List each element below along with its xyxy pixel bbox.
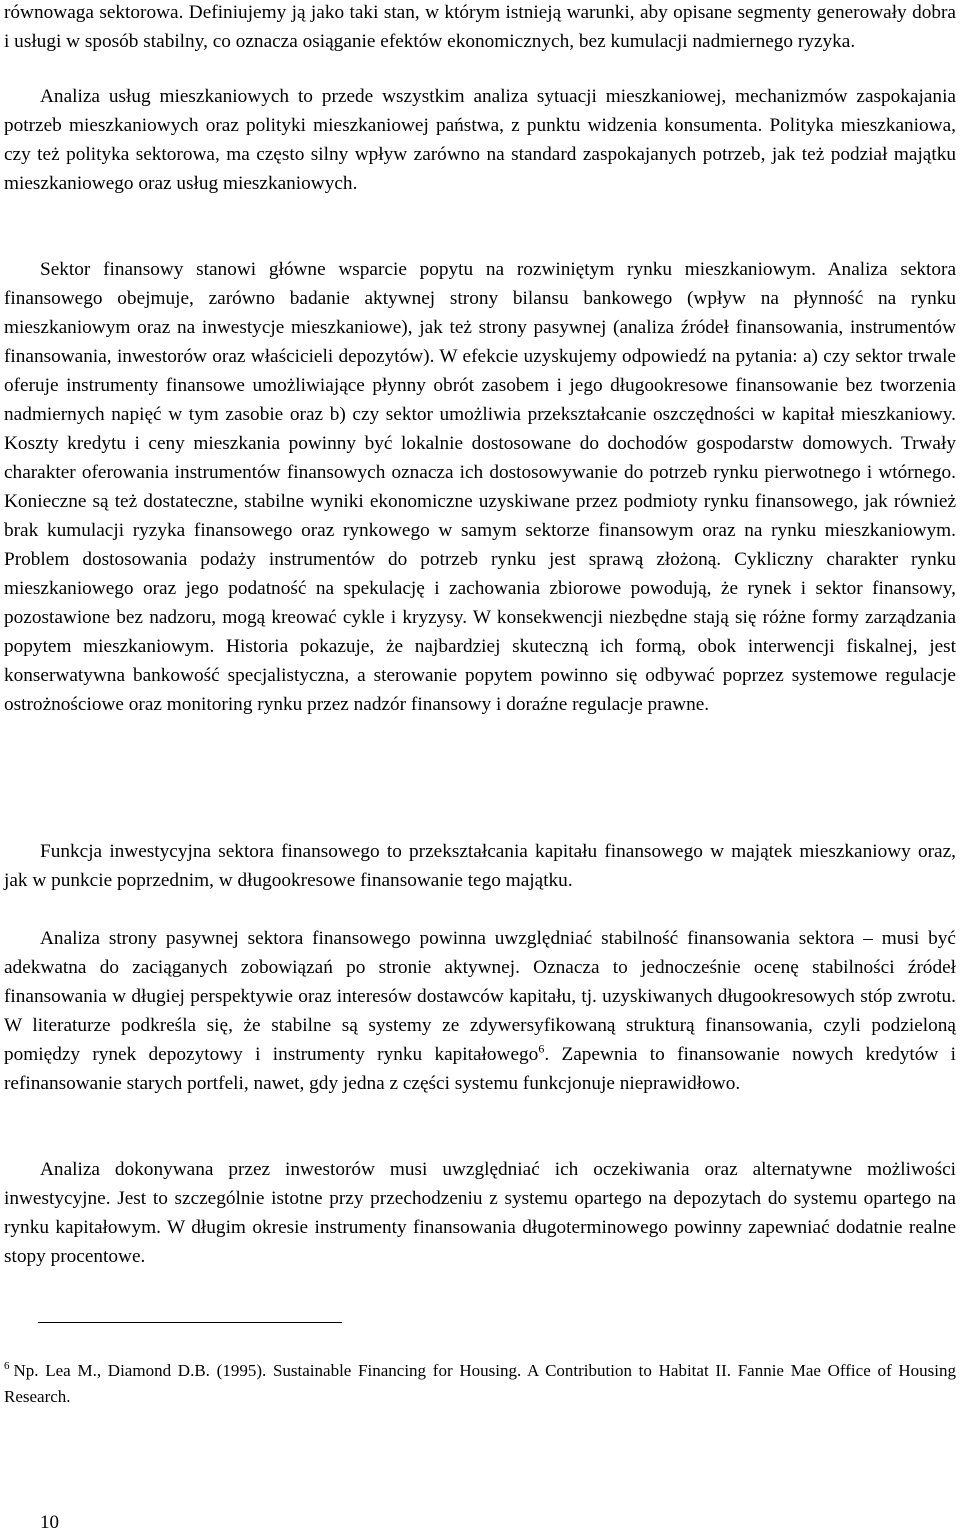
paragraph-passive-side-text-a: Analiza strony pasywnej sektora finansowego powinna uwzględniać stabilność finansowania sektora – musi być adekwatna do zaciąganych zobowiązań po stronie aktywnej. Oznacza to jednocześnie ocenę stabilności źródeł finansowania w długiej perspektywie oraz interesów dostawców kapitału, tj. uzyskiwanych długookresowych stóp zwrotu. W literaturze podkreśla się, że stabilne są systemy ze zdywersyfikowaną strukturą finansowania, czyli podzieloną pomiędzy rynek depozytowy i instrumenty rynku kapitałowego bbox=[4, 928, 956, 1065]
paragraph-investment-function: Funkcja inwestycyjna sektora finansowego to przekształcania kapitału finansowego w majątek mieszkaniowy oraz, jak w punkcie poprzednim, w długookresowe finansowanie tego majątku. bbox=[4, 841, 956, 891]
footnote-reference[interactable]: 6 bbox=[538, 1041, 545, 1056]
paragraph-passive-side-text-b: . Zapewnia to finansowanie nowych kredytów i refinansowanie starych portfeli, nawet, gdy jedna z części systemu funkcjonuje nieprawidłowo. bbox=[4, 1044, 957, 1094]
footnote bbox=[4, 1358, 956, 1410]
paragraph-housing-services: Analiza usług mieszkaniowych to przede wszystkim analiza sytuacji mieszkaniowej, mechanizmów zaspokajania potrzeb mieszkaniowych oraz polityki mieszkaniowej państwa, z punktu widzenia konsumenta. Polityka mieszkaniowa, czy też polityka sektorowa, ma często silny wpływ zarówno na standard zaspokajanych potrzeb, jak też podział majątku mieszkaniowego oraz usług mieszkaniowych. bbox=[4, 86, 956, 194]
paragraph-passive-side bbox=[4, 924, 956, 1098]
page-number: 10 bbox=[40, 1512, 59, 1533]
footnote-mark: 6 bbox=[4, 1360, 10, 1373]
footnote-text: Np. Lea M., Diamond D.B. (1995). Sustainable Financing for Housing. A Contribution to Habitat II. Fannie Mae Office of Housing Research. bbox=[4, 1361, 956, 1406]
paragraph-financial-sector: Sektor finansowy stanowi główne wsparcie popytu na rozwiniętym rynku mieszkaniowym. Analiza sektora finansowego obejmuje, zarówno badanie aktywnej strony bilansu bankowego (wpływ na płynność na rynku mieszkaniowym oraz na inwestycje mieszkaniowe), jak też strony pasywnej (analiza źródeł finansowania, instrumentów finansowania, inwestorów oraz właścicieli depozytów). W efekcie uzyskujemy odpowiedź na pytania: a) czy sektor trwale oferuje instrumenty finansowe umożliwiające płynny obrót zasobem i jego długookresowe finansowanie bez tworzenia nadmiernych napięć w tym zasobie oraz b) czy sektor umożliwia przekształcanie oszczędności w kapitał mieszkaniowy. Koszty kredytu i ceny mieszkania powinny być lokalnie dostosowane do dochodów gospodarstw domowych. Trwały charakter oferowania instrumentów finansowych oznacza ich dostosowywanie do potrzeb rynku pierwotnego i wtórnego. Konieczne są też dostateczne, stabilne wyniki ekonomiczne uzyskiwane przez podmioty rynku finansowego, jak również brak kumulacji ryzyka finansowego oraz rynkowego w samym sektorze finansowym oraz na rynku mieszkaniowym. Problem dostosowania podaży instrumentów do potrzeb rynku jest sprawą złożoną. Cykliczny charakter rynku mieszkaniowego oraz jego podatność na spekulację i zachowania zbiorowe powodują, że rynek i sektor finansowy, pozostawione bez nadzoru, mogą kreować cykle i kryzysy. W konsekwencji niezbędne stają się różne formy zarządzania popytem mieszkaniowym. Historia pokazuje, że najbardziej skuteczną ich formą, obok interwencji fiskalnej, jest konserwatywna bankowość specjalistyczna, a sterowanie popytem powinno się odbywać poprzez systemowe regulacje ostrożnościowe oraz monitoring rynku przez nadzór finansowy i doraźne regulacje prawne. bbox=[4, 259, 956, 715]
paragraph-continuation: równowaga sektorowa. Definiujemy ją jako taki stan, w którym istnieją warunki, aby opisane segmenty generowały dobra i usługi w sposób stabilny, co oznacza osiąganie efektów ekonomicznych, bez kumulacji nadmiernego ryzyka. bbox=[4, 2, 956, 52]
paragraph-investors: Analiza dokonywana przez inwestorów musi uwzględniać ich oczekiwania oraz alternatywne możliwości inwestycyjne. Jest to szczególnie istotne przy przechodzeniu z systemu opartego na depozytach do systemu opartego na rynku kapitałowym. W długim okresie instrumenty finansowania długoterminowego powinny zapewniać dodatnie realne stopy procentowe. bbox=[4, 1159, 956, 1267]
footnote-divider bbox=[38, 1322, 342, 1323]
